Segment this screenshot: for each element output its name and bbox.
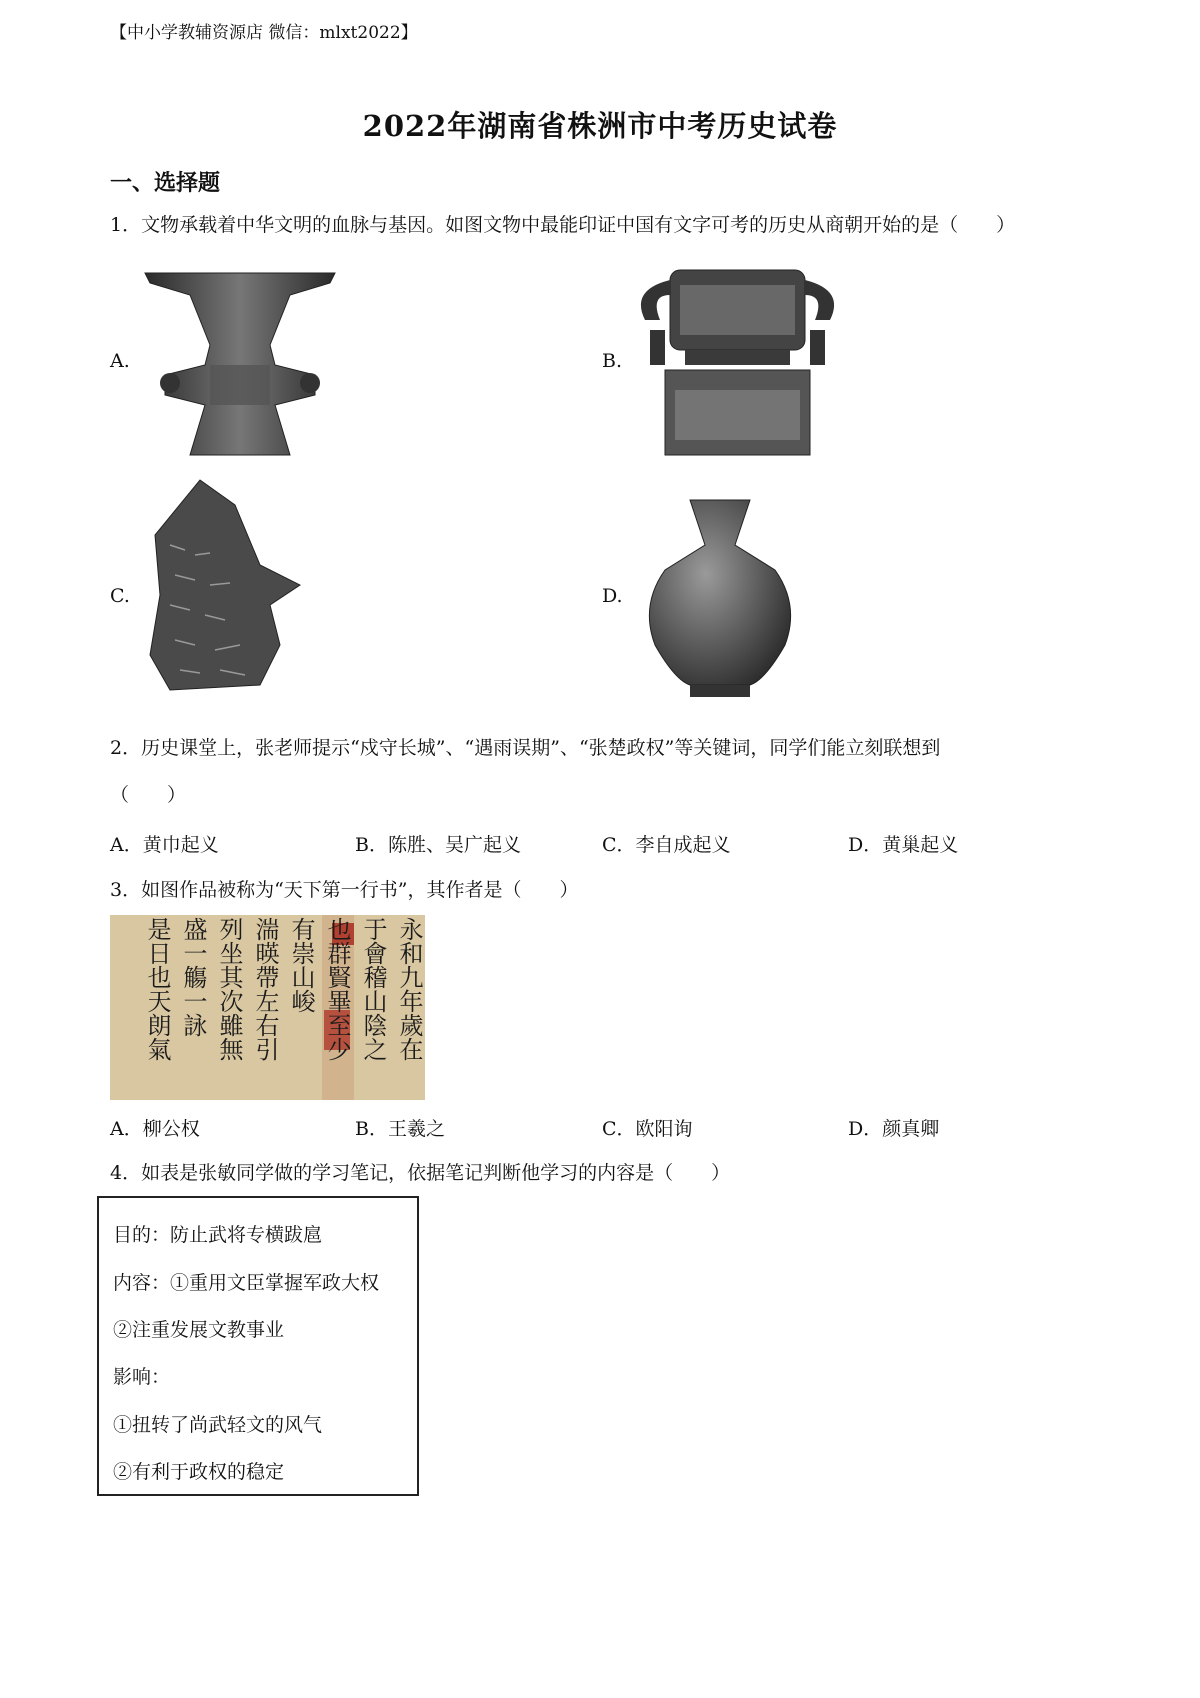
notes-line: ①扭转了尚武轻文的风气 [113, 1414, 323, 1436]
notes-line: 影响： [113, 1366, 171, 1388]
q2-option-c: C．李自成起义 [602, 834, 731, 856]
q1-option-c-label: C. [110, 585, 130, 607]
q1-option-d-label: D. [602, 585, 623, 607]
q2-option-a: A．黄巾起义 [110, 834, 219, 856]
calligraphy-column: 永和九年歲在 [395, 917, 423, 1061]
question-1-stem: 1．文物承载着中华文明的血脉与基因。如图文物中最能印证中国有文字可考的历史从商朝开始的是（ ） [110, 214, 1016, 236]
calligraphy-column: 也群賢畢至少 [323, 917, 351, 1061]
q2-option-d: D．黄巢起义 [848, 834, 959, 856]
oracle-bone-image [140, 475, 310, 695]
calligraphy-column: 列坐其次雖無 [215, 917, 243, 1061]
q1-option-a-label: A. [110, 350, 130, 372]
bronze-zun-vessel-image [140, 265, 340, 458]
q2-option-b: B．陈胜、吴广起义 [355, 834, 521, 856]
notes-line: 目的：防止武将专横跋扈 [113, 1224, 323, 1246]
calligraphy-column: 有崇山峻 [287, 917, 315, 1013]
section-title: 一、选择题 [110, 170, 221, 196]
question-4-stem: 4．如表是张敏同学做的学习笔记，依据笔记判断他学习的内容是（ ） [110, 1162, 731, 1184]
q3-option-d: D．颜真卿 [848, 1118, 940, 1140]
notes-line: 内容：①重用文臣掌握军政大权 [113, 1272, 380, 1294]
question-2-stem-line1: 2．历史课堂上，张老师提示“戍守长城”、“遇雨误期”、“张楚政权”等关键词，同学们能立刻联想到 [110, 737, 941, 759]
q3-option-c: C．欧阳询 [602, 1118, 693, 1140]
study-notes-box [97, 1196, 419, 1496]
question-3-stem: 3．如图作品被称为“天下第一行书”，其作者是（ ） [110, 879, 579, 901]
header-note: 【中小学教辅资源店 微信：mlxt2022】 [110, 23, 418, 43]
q1-option-b-label: B. [602, 350, 623, 372]
q3-option-a: A．柳公权 [110, 1118, 200, 1140]
question-2-stem-line2: （ ） [110, 784, 187, 806]
page-title: 2022年湖南省株洲市中考历史试卷 [362, 109, 838, 143]
calligraphy-column: 盛一觴一詠 [179, 917, 207, 1037]
calligraphy-column: 湍暎帶左右引 [251, 917, 279, 1061]
notes-line: ②注重发展文教事业 [113, 1319, 285, 1341]
bronze-gui-vessel-image [630, 260, 845, 460]
calligraphy-column: 是日也天朗氣 [143, 917, 171, 1061]
q3-option-b: B．王羲之 [355, 1118, 445, 1140]
notes-line: ②有利于政权的稳定 [113, 1461, 285, 1483]
calligraphy-lanting-image [110, 915, 425, 1100]
bronze-hu-jar-image [635, 495, 805, 700]
calligraphy-column: 于會稽山陰之 [359, 917, 387, 1061]
